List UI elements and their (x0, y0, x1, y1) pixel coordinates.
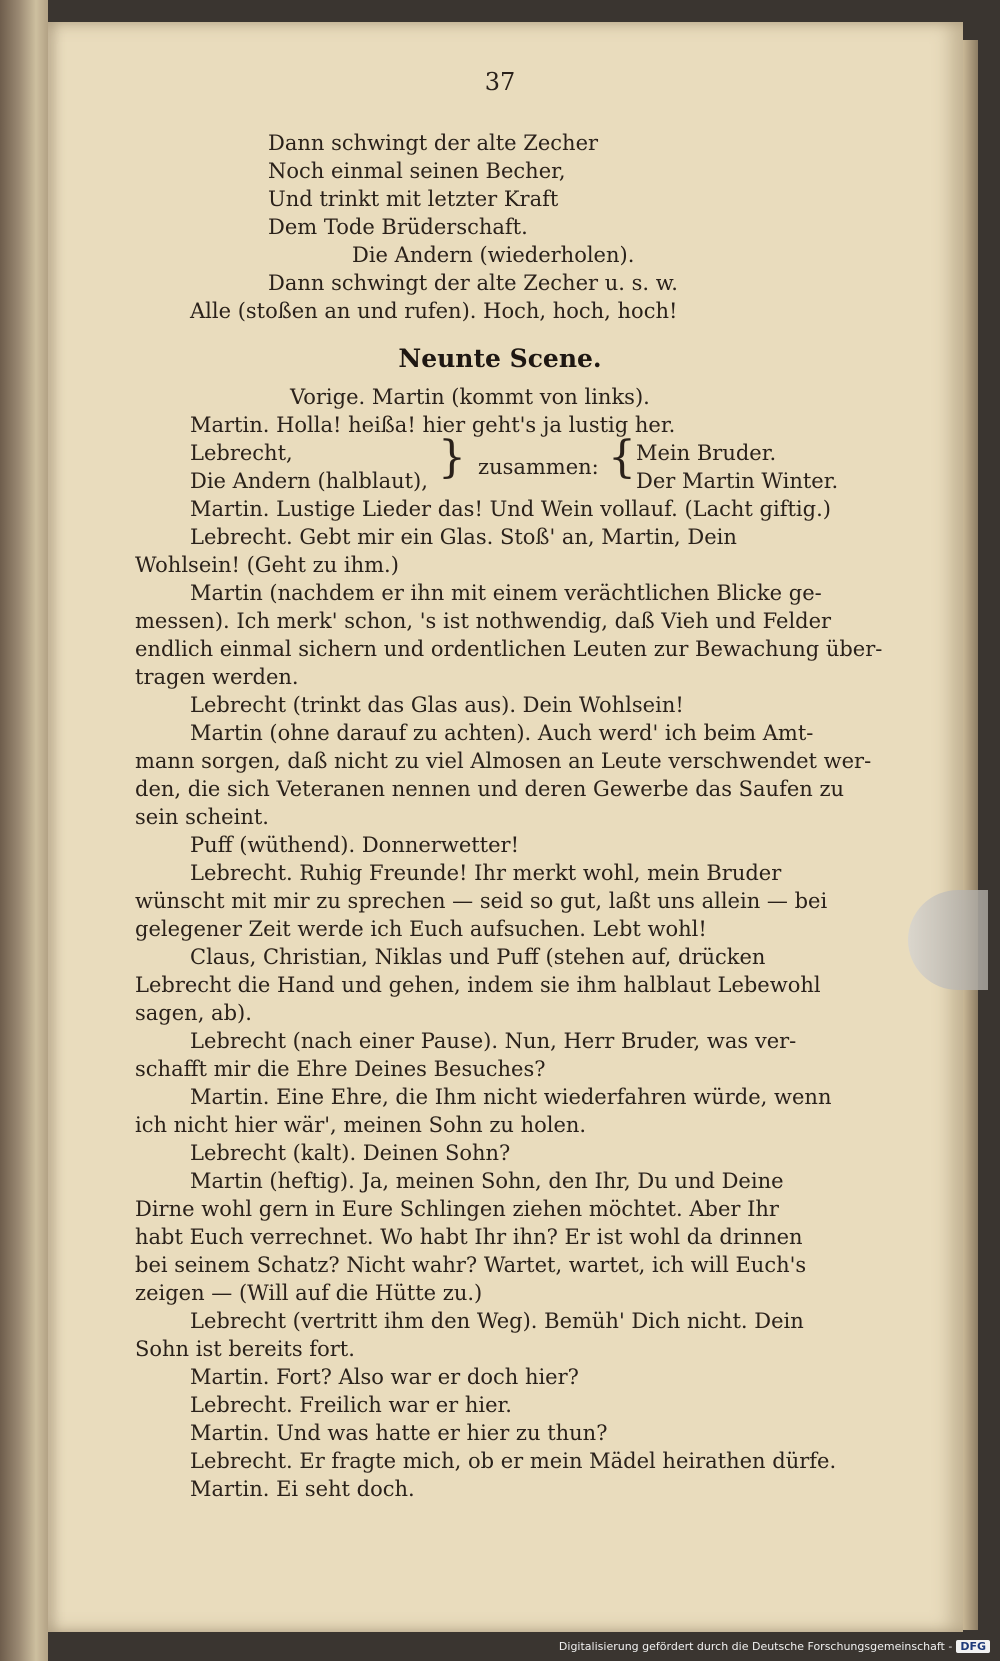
dialogue-line: Martin. Fort? Also war er doch hier? (190, 1365, 579, 1389)
dialogue-line: sein scheint. (135, 805, 269, 829)
verse-line: Noch einmal seinen Becher, (268, 159, 566, 183)
dialogue-line: zeigen — (Will auf die Hütte zu.) (135, 1281, 483, 1305)
dialogue-line: Martin. Ei seht doch. (190, 1477, 415, 1501)
dialogue-line: Martin (ohne darauf zu achten). Auch werd' ich beim Amt- (190, 721, 814, 745)
dialogue-line: ich nicht hier wär', meinen Sohn zu holen. (135, 1113, 587, 1137)
page-number: 37 (484, 68, 516, 96)
brace-left: } (438, 432, 466, 483)
verse-line: Und trinkt mit letzter Kraft (268, 187, 559, 211)
dialogue-line: tragen werden. (135, 665, 299, 689)
stage-direction: Claus, Christian, Niklas und Puff (stehen auf, drücken (190, 945, 766, 969)
scan-left-edge (0, 0, 48, 1661)
speaker-name: Die Andern (halblaut), (190, 469, 428, 493)
dfg-logo: DFG (956, 1640, 990, 1653)
speaker-name: Lebrecht, (190, 441, 293, 465)
stage-direction: Vorige. Martin (kommt von links). (290, 385, 650, 409)
dialogue-line: wünscht mit mir zu sprechen — seid so gut, laßt uns allein — bei (135, 889, 828, 913)
stage-direction: Die Andern (wiederholen). (352, 243, 635, 267)
scene-heading: Neunte Scene. (398, 344, 602, 373)
dialogue-line: endlich einmal sichern und ordentlichen Leuten zur Bewachung über- (135, 637, 883, 661)
funding-footer (559, 1640, 990, 1653)
dialogue-line: Lebrecht. Ruhig Freunde! Ihr merkt wohl, mein Bruder (190, 861, 782, 885)
dialogue-line: Martin. Eine Ehre, die Ihm nicht wiederfahren würde, wenn (190, 1085, 832, 1109)
dialogue-line: bei seinem Schatz? Nicht wahr? Wartet, wartet, ich will Euch's (135, 1253, 807, 1277)
dialogue-line: Lebrecht. Freilich war er hier. (190, 1393, 512, 1417)
dialogue-line: schafft mir die Ehre Deines Besuches? (135, 1057, 546, 1081)
dialogue-line: Lebrecht. Er fragte mich, ob er mein Mädel heirathen dürfe. (190, 1449, 837, 1473)
dialogue-line: Martin (heftig). Ja, meinen Sohn, den Ihr, Du und Deine (190, 1169, 784, 1193)
dialogue-line: Lebrecht (trinkt das Glas aus). Dein Wohlsein! (190, 693, 684, 717)
funding-text: Digitalisierung gefördert durch die Deutsche Forschungsgemeinschaft - (558, 1640, 953, 1653)
dialogue-line: habt Euch verrechnet. Wo habt Ihr ihn? Er ist wohl da drinnen (135, 1225, 803, 1249)
dialogue-line: Martin. Und was hatte er hier zu thun? (190, 1421, 608, 1445)
zusammen-label: zusammen: (478, 455, 599, 479)
dialogue-line: Wohlsein! (Geht zu ihm.) (135, 553, 399, 577)
dialogue-line: messen). Ich merk' schon, 's ist nothwendig, daß Vieh und Felder (135, 609, 832, 633)
dialogue-line: Dirne wohl gern in Eure Schlingen ziehen möchtet. Aber Ihr (135, 1197, 779, 1221)
dialogue-line: Sohn ist bereits fort. (135, 1337, 355, 1361)
page-edge (963, 40, 978, 1630)
dialogue-line: Der Martin Winter. (636, 469, 839, 493)
dialogue-line: Mein Bruder. (636, 441, 777, 465)
stage-direction: sagen, ab). (135, 1001, 252, 1025)
dialogue-line: Lebrecht (nach einer Pause). Nun, Herr Bruder, was ver- (190, 1029, 797, 1053)
verse-line: Dem Tode Brüderschaft. (268, 215, 528, 239)
dialogue-line: Alle (stoßen an und rufen). Hoch, hoch, hoch! (190, 299, 678, 323)
dialogue-line: mann sorgen, daß nicht zu viel Almosen an Leute verschwendet wer- (135, 749, 872, 773)
dialogue-line: Martin (nachdem er ihn mit einem verächtlichen Blicke ge- (190, 581, 822, 605)
dialogue-line: Lebrecht. Gebt mir ein Glas. Stoß' an, Martin, Dein (190, 525, 737, 549)
verse-line: Dann schwingt der alte Zecher u. s. w. (268, 271, 678, 295)
brace-right: { (608, 432, 636, 483)
verse-line: Dann schwingt der alte Zecher (268, 131, 599, 155)
stage-direction: Lebrecht die Hand und gehen, indem sie ihm halblaut Lebewohl (135, 973, 821, 997)
dialogue-line: Lebrecht (kalt). Deinen Sohn? (190, 1141, 511, 1165)
dialogue-line: den, die sich Veteranen nennen und deren Gewerbe das Saufen zu (135, 777, 845, 801)
dialogue-line: Martin. Lustige Lieder das! Und Wein vollauf. (Lacht giftig.) (190, 497, 831, 521)
dialogue-line: gelegener Zeit werde ich Euch aufsuchen. Lebt wohl! (135, 917, 707, 941)
dialogue-line: Lebrecht (vertritt ihm den Weg). Bemüh' Dich nicht. Dein (190, 1309, 804, 1333)
dialogue-line: Puff (wüthend). Donnerwetter! (190, 833, 520, 857)
dialogue-line: Martin. Holla! heißa! hier geht's ja lustig her. (190, 413, 676, 437)
